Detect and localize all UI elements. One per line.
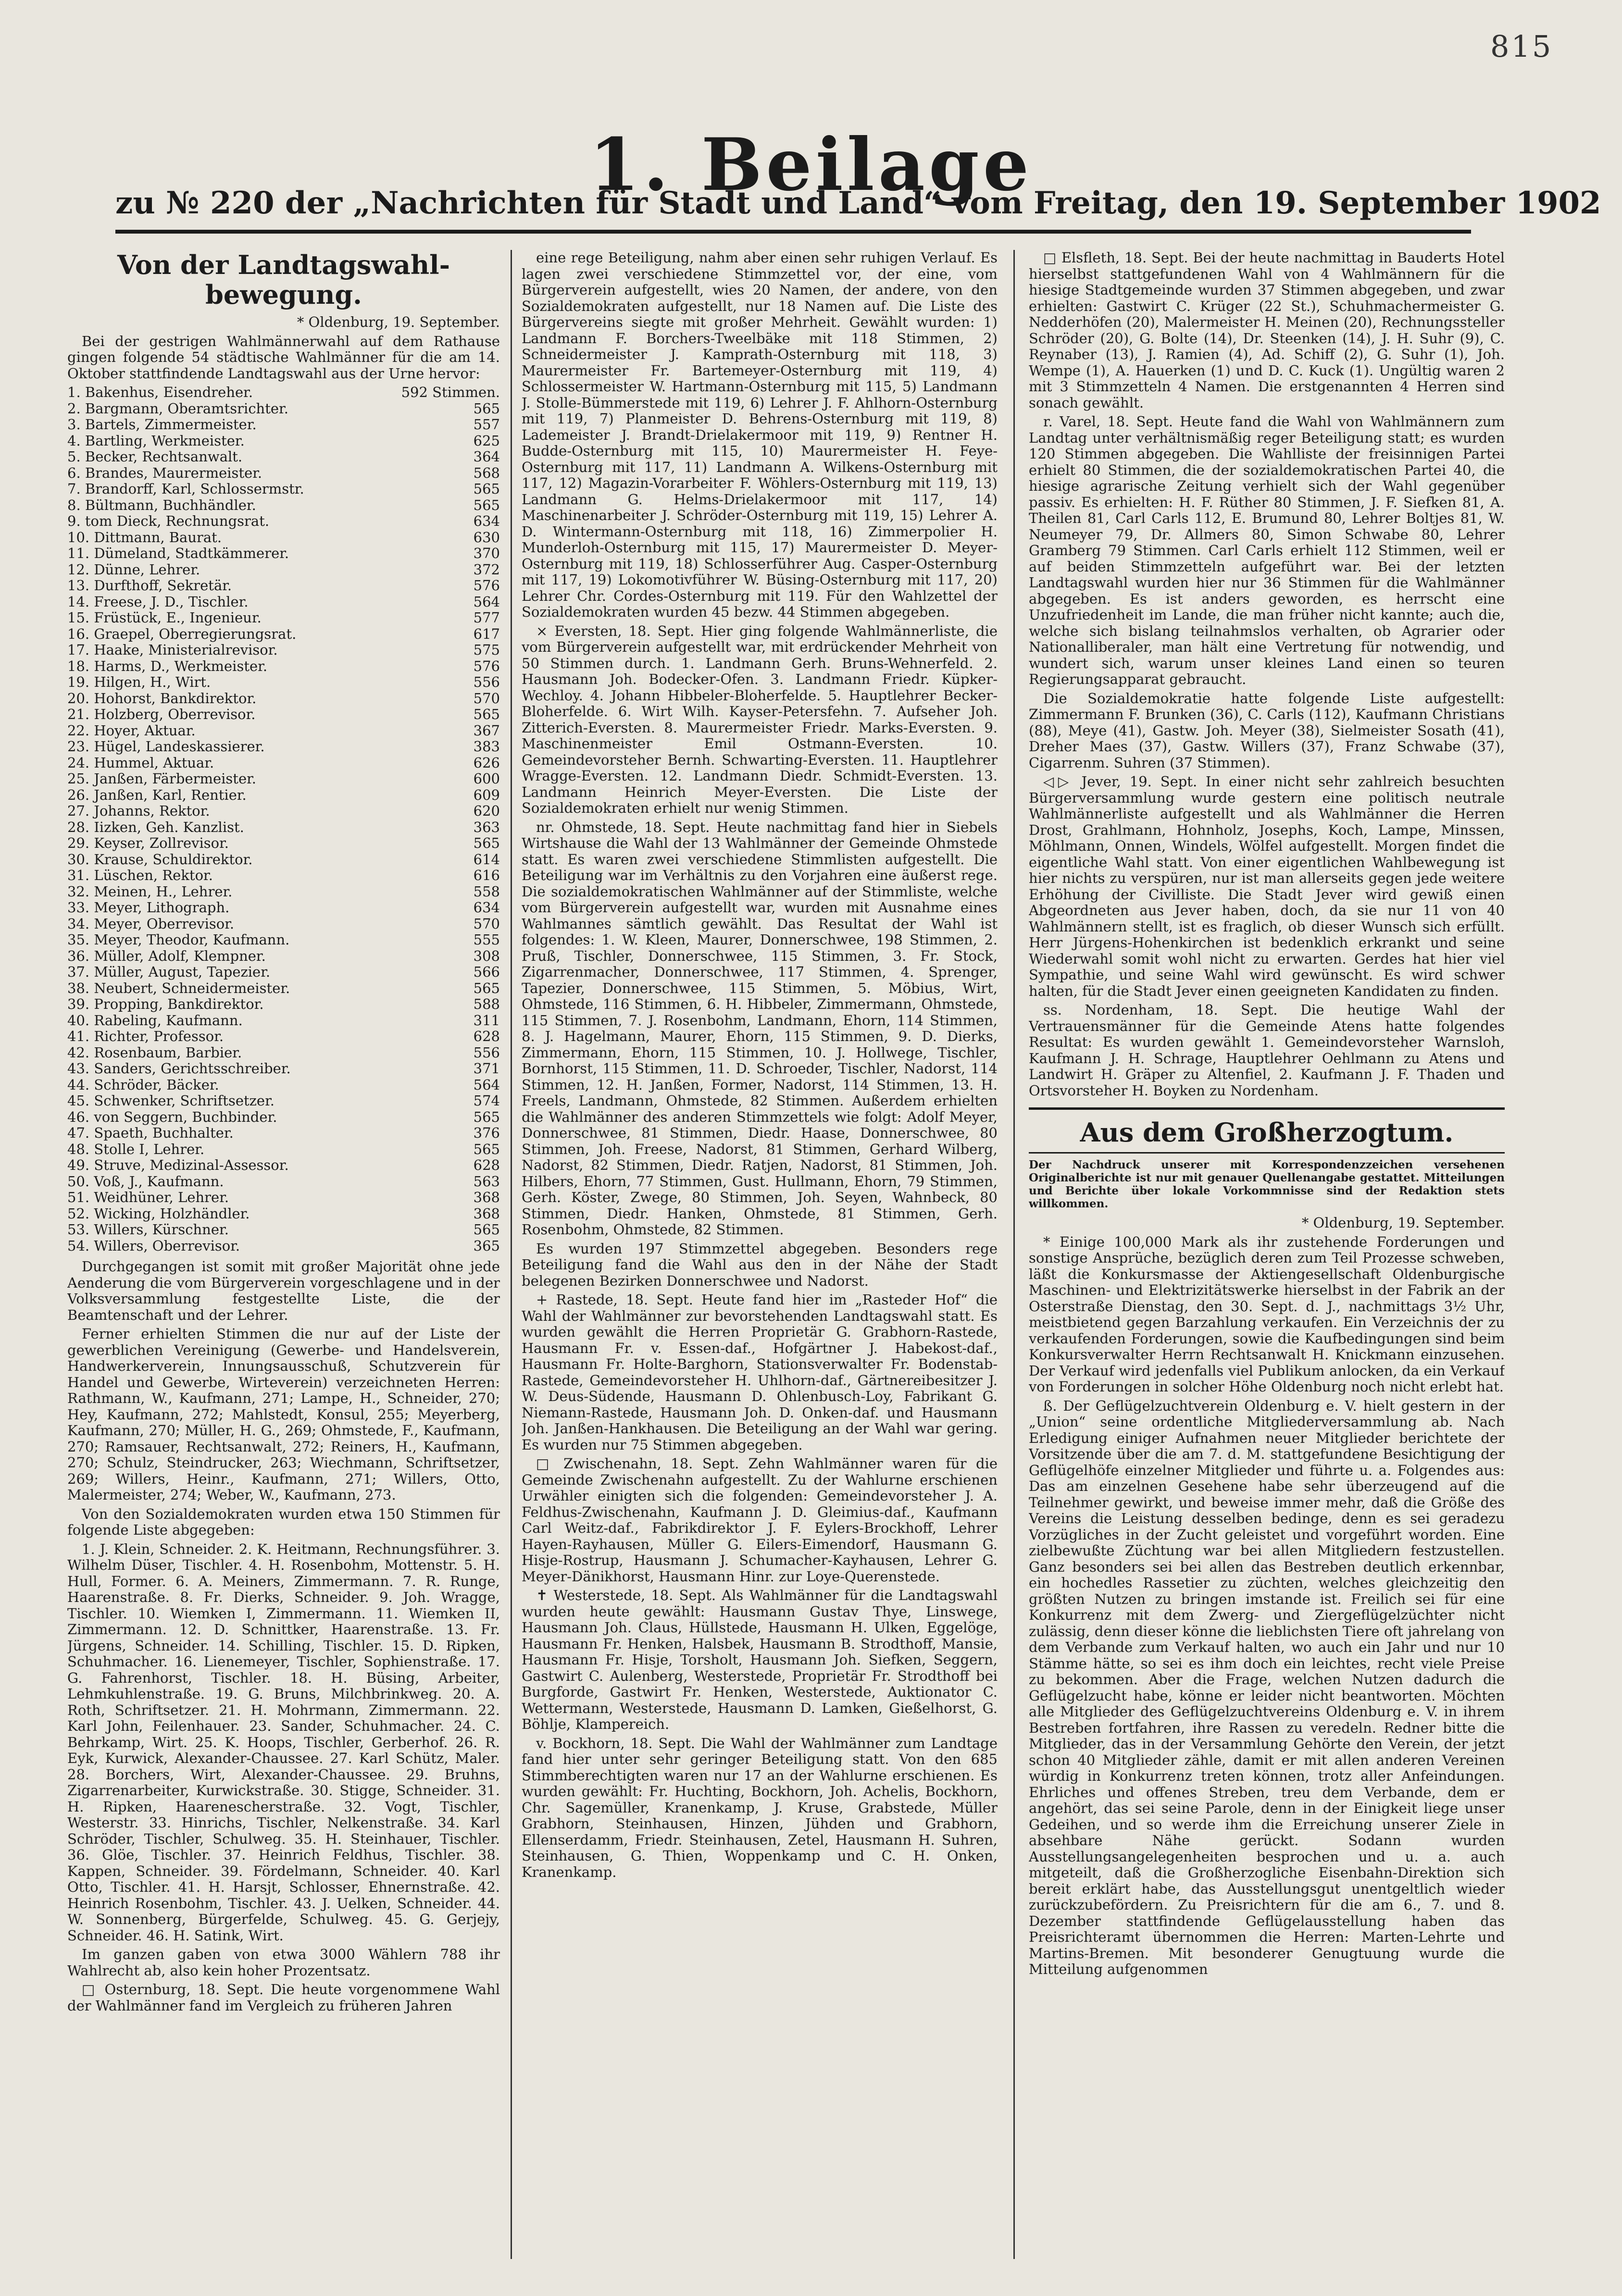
elector-row	[67, 674, 500, 691]
article-paragraph: ß. Der Geflügelzuchtverein Oldenburg e. V. hielt gestern in der „Union“ seine ordentliche Mitgliederversammlung ab. Nach Erledigung einiger Aufnahmen neuer Mitglieder berichtete der Vorsitzende über die am 7. d. M. stattgefundene Besichtigung der Geflügelhöfe einzelner Mitglieder und führte u. a. Folgendes aus: Das am einzelnen Gesehene habe sehr überzeugend auf die Teilnehmer gewirkt, und beweise immer mehr, daß die Größe des Vereins die Leistung desselben bedinge, denn es sei geradezu Vorzügliches in der Zucht geleistet und vorgeführt worden. Eine zielbewußte Züchtung war bei allen Mitgliedern festzustellen. Ganz besonders sei bei allen das Bestreben deutlich erkennbar, ein hochedles Rassetier zu züchten, welches gleichzeitig den größten Nutzen zu bringen imstande ist. Freilich sei für eine Konkurrenz mit dem Zwerg- und Ziergeflügelzüchter nicht zulässig, denn dieser könne die lieblichsten Tiere oft jahrelang von dem Verbande zum Verkauf halten, wo auch ein Jahr und nur 10 Stämme hätte, so sei es ihm doch ein leichtes, recht viele Preise zu bekommen. Aber die Frage, welchen Nutzen dadurch die Geflügelzucht habe, könne er leider nicht beantworten. Möchten alle Mitglieder des Geflügelzuchtvereins Oldenburg e. V. in ihrem Bestreben fortfahren, ihre Rassen zu veredeln. Redner bitte die Mitglieder, das in der Versammlung Gehörte den Verein, der jetzt schon 40 Mitglieder zähle, damit er mit allen anderen Vereinen würdig in Konkurrenz treten können, trotz aller Anfeindungen. Ehrliches und offenes Streben, treu dem Verbande, dem er angehört, das sei seine Parole, denn in der Einigkeit liege unser Gedeihen, und so werde ihm die Erreichung unserer Ziele in absehbare Nähe gerückt. Sodann wurden Ausstellungsangelegenheiten besprochen und u. a. auch mitgeteilt, daß die Großherzogliche Eisenbahn-Direktion sich bereit erklärt habe, das Ausstellungsgut unentgeltlich wieder zurückzubefördern. Zu Preisrichtern für die am 6., 7. und 8. Dezember stattfindende Geflügelausstellung haben das Preisrichteramt übernommen die Herren: Marten-Lehrte und Martins-Bremen. Mit besonderer Genugtuung wurde die Mitteilung aufgenommen	[1029, 1397, 1505, 1977]
elector-votes: 565	[473, 1221, 500, 1238]
elector-name: 17. Haake, Ministerialrevisor.	[67, 642, 278, 658]
elector-row	[67, 948, 500, 965]
article-paragraph: ◁▷ Jever, 19. Sept. In einer nicht sehr zahlreich besuchten Bürgerversammlung wurde gestern eine politisch neutrale Wahlmännerliste aufgestellt und als Wahlmänner die Herren Drost, Grahlmann, Hohnholz, Josephs, Koch, Lampe, Minssen, Möhlmann, Onnen, Windels, Wölfel aufgestellt. Morgen findet die eigentliche Wahl statt. Von einer eigentlichen Wahlbewegung ist hier nichts zu verspüren, nur ist man allerseits gegen jede weitere Erhöhung der Civilliste. Die Stadt Jever wird gewiß einen Abgeordneten aus Jever haben, doch, da sie nur 11 von 40 Wahlmännern stellt, ist es fraglich, ob dieser Wunsch sich erfüllt. Herr Jürgens-Hohenkirchen ist bedenklich erkrankt und seine Wiederwahl somit wohl nicht zu erwarten. Gerdes hat hier viel Sympathie, und seine Wahl wird gewünscht. Es wird schwer halten, für die Stadt Jever einen geeigneten Kandidaten zu finden.	[1029, 773, 1505, 999]
elector-votes: 565	[473, 481, 500, 497]
elector-name: 25. Janßen, Färbermeister.	[67, 771, 257, 787]
elector-votes: 565	[473, 980, 500, 996]
elector-votes: 564	[473, 1076, 500, 1093]
elector-name: 29. Keyser, Zollrevisor.	[67, 835, 229, 851]
elector-name: 15. Früstück, E., Ingenieur.	[67, 610, 262, 626]
elector-name: 22. Hoyer, Aktuar.	[67, 722, 196, 739]
elector-name: 4. Bartling, Werkmeister.	[67, 433, 245, 449]
elector-row	[67, 739, 500, 755]
elector-votes: 308	[473, 947, 500, 964]
elector-row	[67, 465, 500, 482]
elector-name: 21. Holzberg, Oberrevisor.	[67, 707, 256, 722]
elector-row	[67, 771, 500, 787]
section-heading-grossherzogtum: Aus dem Großherzogtum.	[1029, 1107, 1505, 1154]
column-1	[67, 250, 500, 2259]
elector-row	[67, 385, 500, 401]
column-divider	[1013, 250, 1015, 2259]
elector-name: 31. Lüschen, Rektor.	[67, 868, 213, 883]
elector-votes: 628	[473, 1028, 500, 1044]
elector-name: 16. Graepel, Oberregierungsrat.	[67, 626, 297, 642]
article-paragraph: Im ganzen gaben von etwa 3000 Wählern 788 ihr Wahlrecht ab, also kein hoher Prozentsatz.	[67, 1946, 500, 1979]
elector-votes: 370	[473, 545, 500, 561]
article-paragraph: □ Elsfleth, 18. Sept. Bei der heute nachmittag in Bauderts Hotel hierselbst stattgefundenen Wahl von 4 Wahlmännern für die hiesige Stadtgemeinde wurden 37 Stimmen abgegeben, und zwar erhielten: Gastwirt C. Krüger (22 St.), Schuhmachermeister G. Nedderhöfen (20), Malermeister H. Meinen (20), Rechnungssteller Schröder (20), G. Bolte (14), Dr. Steenken (14), J. H. Suhr (9), C. Reynaber (13), J. Ramien (4), Ad. Schiff (2), G. Suhr (1), Joh. Wempe (1), A. Hauerken (1) und D. C. Kuck (1). Ungültig waren 2 mit 3 Stimmzetteln 4 Namen. Die erstgenannten 4 Herren sind sonach gewählt.	[1029, 250, 1505, 411]
elector-votes: 563	[473, 1173, 500, 1190]
elector-row	[67, 433, 500, 449]
article-paragraph: + Rastede, 18. Sept. Heute fand hier im „Rasteder Hof“ die Wahl der Wahlmänner zur bevorstehenden Landtagswahl statt. Es wurden gewählt die Herren Proprietär G. Grabhorn-Rastede, Hausmann Fr. v. Essen-daf., Hofgärtner J. Habekost-daf., Hausmann Fr. Holte-Barghorn, Stationsverwalter Fr. Bodenstab-Rastede, Gemeindevorsteher H. Uhlhorn-daf., Gärtnereibesitzer J. W. Deus-Südende, Hausmann D. Ohlenbusch-Loy, Fabrikant G. Niemann-Rastede, Hausmann Joh. D. Onken-daf. und Hausmann Joh. Janßen-Hankhausen. Die Beteiligung an der Wahl war gering. Es wurden nur 75 Stimmen abgegeben.	[522, 1291, 998, 1453]
elector-row	[67, 658, 500, 675]
elector-votes: 620	[473, 803, 500, 819]
article-paragraph: Von den Sozialdemokraten wurden etwa 150 Stimmen für folgende Liste abgegeben:	[67, 1505, 500, 1538]
elector-row	[67, 642, 500, 658]
article-paragraph: Es wurden 197 Stimmzettel abgegeben. Besonders rege Beteiligung fand die Wahl aus den in der Nähe der Stadt belegenen Bezirken Donnerschwee und Nadorst.	[522, 1240, 998, 1289]
elector-name: 45. Schwenker, Schriftsetzer.	[67, 1093, 274, 1109]
elector-votes: 372	[473, 561, 500, 578]
elector-name: 37. Müller, August, Tapezier.	[67, 964, 271, 980]
article-paragraph: Ferner erhielten Stimmen die nur auf der Liste der gewerblichen Vereinigung (Gewerbe- und Handelsverein, Handwerkerverein, Innungsausschuß, Schutzverein für Handel und Gewerbe, Wirteverein) verzeichneten Herren: Rathmann, W., Kaufmann, 271; Lampe, H., Schneider, 270; Hey, Kaufmann, 272; Mahlstedt, Konsul, 255; Meyerberg, Kaufmann, 270; Müller, H. G., 269; Ohmstede, F., Kaufmann, 270; Ramsauer, Rechtsanwalt, 272; Reiners, H., Kaufmann, 270; Schulz, Steindrucker, 263; Wiechmann, Schriftsetzer, 269; Willers, Heinr., Kaufmann, 271; Willers, Otto, Malermeister, 274; Weber, W., Kaufmann, 273.	[67, 1326, 500, 1503]
article-paragraph: v. Bockhorn, 18. Sept. Die Wahl der Wahlmänner zum Landtage fand hier unter sehr geringer Beteiligung statt. Von den 685 Stimmberechtigten waren nur 17 an der Wahlurne erschienen. Es wurden gewählt: Fr. Huchting, Bockhorn, Joh. Achelis, Bockhorn, Chr. Sagemüller, Kranenkamp, J. Kruse, Grabstede, Müller Grabhorn, Steinhausen, Hinzen, Jühden und Grabhorn, Ellenserdamm, Friedr. Steinhausen, Zetel, Hausmann H. Suhren, Steinhausen, G. Thien, Woppenkamp und C. H. Onken, Kranenkamp.	[522, 1735, 998, 1880]
elector-votes: 588	[473, 996, 500, 1012]
elector-row	[67, 868, 500, 884]
elector-votes: 558	[473, 883, 500, 900]
elector-name: 2. Bargmann, Oberamtsrichter.	[67, 400, 288, 417]
elector-votes: 577	[473, 609, 500, 626]
elector-votes: 565	[473, 1141, 500, 1157]
article-heading-landtagswahl: Von der Landtagswahl-bewegung.	[117, 250, 450, 310]
elector-votes: 368	[473, 1205, 500, 1222]
elector-name: 49. Struve, Medizinal-Assessor.	[67, 1157, 289, 1173]
article-paragraph: ss. Nordenham, 18. Sept. Die heutige Wahl der Vertrauensmänner für die Gemeinde Atens hatte folgendes Resultat: Es wurden gewählt 1. Gemeindevorsteher Warnsloh, Kaufmann J. H. Schrage, Hauptlehrer Oehlmann zu Atens und Landwirt H. Gräper zu Altenfiel, 2. Kaufmann J. F. Thaden und Ortsvorsteher H. Boyken zu Nordenham.	[1029, 1002, 1505, 1099]
elector-row	[67, 1190, 500, 1206]
elector-name: 35. Meyer, Theodor, Kaufmann.	[67, 932, 290, 948]
supplement-subtitle: zu № 220 der „Nachrichten für Stadt und Land“ vom Freitag, den 19. September 1902	[115, 185, 1601, 221]
reprint-notice: Der Nachdruck unserer mit Korrespondenzzeichen versehenen Originalberichte ist nur mit genauer Quellenangabe gestattet. Mitteilungen und Berichte über lokale Vorkommnisse sind der Redaktion stets willkommen.	[1029, 1158, 1505, 1210]
elector-row	[67, 594, 500, 610]
elector-votes: 575	[473, 642, 500, 658]
elector-name: 41. Richter, Professor.	[67, 1029, 224, 1044]
elector-name: 54. Willers, Oberrevisor.	[67, 1238, 240, 1254]
elector-row	[67, 964, 500, 980]
elector-row	[67, 835, 500, 852]
elector-votes: 364	[473, 448, 500, 465]
elector-votes: 570	[473, 915, 500, 932]
elector-name: 47. Spaeth, Buchhalter.	[67, 1125, 234, 1141]
elector-name: 27. Johanns, Rektor.	[67, 803, 210, 819]
elector-row	[67, 417, 500, 433]
elector-votes: 630	[473, 529, 500, 546]
elector-votes: 383	[473, 738, 500, 755]
elector-row	[67, 996, 500, 1013]
elector-name: 42. Rosenbaum, Barbier.	[67, 1044, 242, 1061]
elector-row	[67, 1029, 500, 1045]
elector-votes: 568	[473, 464, 500, 481]
elector-votes: 625	[473, 432, 500, 449]
elector-votes: 566	[473, 964, 500, 980]
elector-name: 52. Wicking, Holzhändler.	[67, 1205, 250, 1222]
elector-name: 1. Bakenhus, Eisendreher.	[67, 385, 253, 400]
article-paragraph: eine rege Beteiligung, nahm aber einen sehr ruhigen Verlauf. Es lagen zwei verschiedene Stimmzettel vor, der eine, vom Bürgerverein aufgestellt, wies 20 Namen, der andere, von den Sozialdemokraten aufgestellt, nur 18 Namen auf. Die Liste des Bürgervereins siegte mit großer Mehrheit. Gewählt wurden: 1) Landmann F. Borchers-Tweelbäke mit 118 Stimmen, 2) Schneidermeister J. Kamprath-Osternburg mit 118, 3) Maurermeister Fr. Bartemeyer-Osternburg mit 119, 4) Schlossermeister W. Hartmann-Osternburg mit 115, 5) Landmann J. Stolle-Bümmerstede mit 119, 6) Lehrer J. F. Ahlhorn-Osternburg mit 119, 7) Planmeister D. Behrens-Osternburg mit 119, 8) Lademeister J. Brandt-Drielakermoor mit 119, 9) Rentner H. Budde-Osternburg mit 115, 10) Maurermeister H. Feye-Osternburg mit 117, 11) Landmann A. Wilkens-Osternburg mit 117, 12) Magazin-Vorarbeiter F. Wöhlers-Osternburg mit 119, 13) Landmann G. Helms-Drielakermoor mit 117, 14) Maschinenarbeiter J. Schröder-Osternburg mit 119, 15) Lehrer A. D. Wintermann-Osternburg mit 118, 16) Zimmerpolier H. Munderloh-Osternburg mit 115, 17) Maurermeister D. Meyer-Osternburg mit 119, 18) Schlosserführer Aug. Casper-Osternburg mit 117, 19) Lokomotivführer W. Büsing-Osternburg mit 117, 20) Lehrer Chr. Cordes-Osternburg mit 119. Für den Wahlzettel der Sozialdemokraten wurden 45 bezw. 44 Stimmen abgegeben.	[522, 250, 998, 620]
elector-votes: 600	[473, 770, 500, 787]
elector-votes: 564	[473, 593, 500, 610]
elector-name: 11. Dümeland, Stadtkämmerer.	[67, 546, 289, 561]
elector-row	[67, 932, 500, 948]
article-paragraph: □ Osternburg, 18. Sept. Die heute vorgenommene Wahl der Wahlmänner fand im Vergleich zu früheren Jahren	[67, 1981, 500, 2014]
elector-name: 51. Weidhüner, Lehrer.	[67, 1190, 229, 1205]
elector-name: 5. Becker, Rechtsanwalt.	[67, 449, 243, 465]
elector-votes: 617	[473, 625, 500, 642]
elector-row	[67, 1142, 500, 1158]
elector-row	[67, 707, 500, 723]
elector-name: 44. Schröder, Bäcker.	[67, 1077, 219, 1093]
article-paragraph: Die Sozialdemokratie hatte folgende Liste aufgestellt: Zimmermann F. Brunken (36), C. Carls (112), Kaufmann Christians (88), Meye (41), Gastw. Joh. Meyer (38), Sielmeister Sosath (41), Dreher Maes (37), Gastw. Willers (37), Franz Schwabe (37), Cigarrenm. Suhren (37 Stimmen).	[1029, 690, 1505, 771]
elector-row	[67, 691, 500, 707]
elector-row	[67, 900, 500, 916]
elector-votes: 557	[473, 416, 500, 433]
elector-votes: 565	[473, 706, 500, 722]
elector-row	[67, 755, 500, 771]
elector-name: 28. Iizken, Geh. Kanzlist.	[67, 819, 244, 835]
dateline: * Oldenburg, 19. September.	[297, 314, 500, 330]
elector-row	[67, 530, 500, 546]
elector-votes: 634	[473, 513, 500, 529]
column-3	[1029, 250, 1505, 2259]
elector-row	[67, 1013, 500, 1029]
elector-name: 50. Voß, J., Kaufmann.	[67, 1173, 224, 1190]
elector-name: 3. Bartels, Zimmermeister.	[67, 417, 257, 433]
elector-votes: 376	[473, 1125, 500, 1141]
elector-row	[67, 481, 500, 497]
elector-row	[67, 1045, 500, 1061]
elector-name: 36. Müller, Adolf, Klempner.	[67, 948, 266, 964]
header-rule	[115, 230, 1471, 234]
elector-name: 32. Meinen, H., Lehrer.	[67, 883, 233, 900]
elector-votes: 614	[473, 851, 500, 868]
article-paragraph: r. Varel, 18. Sept. Heute fand die Wahl von Wahlmännern zum Landtag unter verhältnismäßig reger Beteiligung statt; es wurden 120 Stimmen abgegeben. Die Wahlliste der freisinnigen Partei erhielt 80 Stimmen, die der sozialdemokratischen Partei 40, die hiesige agrarische Zeitung verhielt sich der Wahl gegenüber passiv. Es erhielten: H. F. Rüther 80 Stimmen, J. F. Siefken 81, A. Theilen 81, Carl Carls 112, E. Brumund 80, Lehrer Boltjes 81, W. Neumeyer 79, Dr. Allmers 80, Simon Schwabe 80, Lehrer Gramberg 79 Stimmen. Carl Carls erhielt 112 Stimmen, weil er auf beiden Stimmzetteln aufgeführt war. Bei der letzten Landtagswahl wurden hier nur 36 Stimmen für die Wahlmänner abgegeben. Es ist anders geworden, es herrscht eine Unzufriedenheit im Lande, die man früher nicht kannte; auch die, welche sich bislang teilnahmslos verhalten, ob Agrarier oder Nationalliberaler, man hält eine Vertretung für notwendig, und wundert sich, warum unser kleines Land einen so teuren Regierungsapparat gebraucht.	[1029, 413, 1505, 687]
elector-row	[67, 916, 500, 932]
elector-name: 18. Harms, D., Werkmeister.	[67, 658, 268, 674]
elector-name: 33. Meyer, Lithograph.	[67, 900, 230, 916]
elector-name: 53. Willers, Kürschner.	[67, 1222, 229, 1238]
elector-name: 26. Janßen, Karl, Rentier.	[67, 787, 247, 803]
column-2	[522, 250, 998, 2259]
elector-name: 20. Hohorst, Bankdirektor.	[67, 690, 257, 707]
elector-votes: 367	[473, 722, 500, 739]
elector-row	[67, 1093, 500, 1109]
elector-row	[67, 610, 500, 626]
elector-name: 12. Dünne, Lehrer.	[67, 561, 200, 578]
elector-votes: 556	[473, 674, 500, 690]
elector-name: 24. Hummel, Aktuar.	[67, 755, 214, 771]
elector-votes: 565	[473, 1108, 500, 1125]
elector-votes: 634	[473, 899, 500, 916]
elector-row	[67, 1061, 500, 1077]
elector-row	[67, 980, 500, 997]
elector-votes: 565	[473, 835, 500, 851]
elector-name: 7. Brandorff, Karl, Schlossermstr.	[67, 481, 304, 497]
elector-name: 9. tom Dieck, Rechnungsrat.	[67, 513, 270, 529]
elector-votes: 628	[473, 1157, 500, 1173]
elector-row	[67, 562, 500, 578]
elector-votes: 592 Stimmen.	[401, 384, 500, 400]
elector-votes: 565	[473, 400, 500, 417]
elector-row	[67, 723, 500, 739]
elector-name: 48. Stolle I, Lehrer.	[67, 1141, 205, 1157]
elector-row	[67, 1174, 500, 1190]
elector-votes: 576	[473, 658, 500, 674]
elector-name: 34. Meyer, Oberrevisor.	[67, 916, 235, 932]
article-paragraph: ✝ Westerstede, 18. Sept. Als Wahlmänner für die Landtagswahl wurden heute gewählt: Hausmann Gustav Thye, Linswege, Hausmann Joh. Claus, Hüllstede, Hausmann H. Ulken, Eggelöge, Hausmann Fr. Henken, Halsbek, Hausmann B. Strodthoff, Mansie, Hausmann Fr. Hisje, Torsholt, Hausmann Joh. Siefken, Seggern, Gastwirt C. Aulenberg, Westerstede, Proprietär Fr. Strodthoff bei Burgforde, Gastwirt Fr. Henken, Westerstede, Auktionator C. Wettermann, Westerstede, Hausmann D. Lamken, Gießelhorst, G. Böhlje, Klampereich.	[522, 1587, 998, 1732]
elector-name: 43. Sanders, Gerichtsschreiber.	[67, 1061, 291, 1077]
elector-votes: 311	[473, 1012, 500, 1029]
elector-name: 13. Durfthoff, Sekretär.	[67, 578, 232, 594]
elector-votes: 576	[473, 577, 500, 594]
elector-name: 19. Hilgen, H., Wirt.	[67, 674, 211, 690]
elector-votes: 365	[473, 1237, 500, 1254]
column-divider	[511, 250, 512, 2259]
elector-votes: 363	[473, 819, 500, 835]
elector-name: 8. Bültmann, Buchhändler.	[67, 497, 256, 513]
elector-row	[67, 819, 500, 836]
elector-row	[67, 497, 500, 514]
elector-name: 6. Brandes, Maurermeister.	[67, 465, 262, 481]
elector-name: 38. Neubert, Schneidermeister.	[67, 980, 290, 996]
elector-row	[67, 1206, 500, 1222]
elector-row	[67, 884, 500, 900]
elector-row	[67, 852, 500, 868]
elector-row	[67, 401, 500, 417]
article-paragraph: □ Zwischenahn, 18. Sept. Zehn Wahlmänner waren für die Gemeinde Zwischenahn aufgestellt. Zu der Wahlurne erschienen Urwähler einigten sich die folgenden: Gemeindevorsteher J. A. Feldhus-Zwischenahn, Kaufmann J. D. Gleimius-daf., Kaufmann Carl Weitz-daf., Fabrikdirektor J. F. Eylers-Brockhoff, Lehrer Hayen-Rayhausen, Müller G. Eilers-Eimendorf, Hausmann G. Hisje-Rostrup, Hausmann J. Schumacher-Kayhausen, Lehrer G. Meyer-Dänikhorst, Hausmann Hinr. zur Loye-Querenstede.	[522, 1455, 998, 1585]
elector-name: 40. Rabeling, Kaufmann.	[67, 1012, 243, 1029]
elector-row	[67, 803, 500, 819]
elector-name: 14. Freese, J. D., Tischler.	[67, 594, 249, 610]
elector-name: 23. Hügel, Landeskassierer.	[67, 739, 265, 755]
elector-row	[67, 546, 500, 562]
elector-name: 10. Dittmann, Baurat.	[67, 529, 222, 546]
elector-votes: 570	[473, 690, 500, 707]
elector-votes: 565	[473, 496, 500, 513]
elector-row	[67, 1077, 500, 1093]
elector-row	[67, 787, 500, 804]
elector-votes: 574	[473, 1092, 500, 1109]
article-paragraph: Bei der gestrigen Wahlmännerwahl auf dem Rathause gingen folgende 54 städtische Wahlmänner für die am 14. Oktober stattfindende Landtagswahl aus der Urne hervor:	[67, 333, 500, 382]
elector-row	[67, 1109, 500, 1126]
elector-row	[67, 1222, 500, 1238]
elector-row	[67, 1238, 500, 1254]
article-paragraph: Durchgegangen ist somit mit großer Majorität ohne jede Aenderung die vom Bürgerverein vorgeschlagene und in der Volksversammlung festgestellte Liste, die der Beamtenschaft und der Lehrer.	[67, 1258, 500, 1323]
elector-votes: 555	[473, 931, 500, 948]
elector-votes: 371	[473, 1060, 500, 1077]
article-paragraph: 1. J. Klein, Schneider. 2. K. Heitmann, Rechnungsführer. 3. Wilhelm Düser, Tischler. 4. H. Rosenbohm, Mottenstr. 5. H. Hull, Former. 6. A. Meiners, Zimmermann. 7. R. Runge, Haarenstraße. 8. Fr. Dierks, Schneider. 9. Joh. Wragge, Tischler. 10. Wiemken I, Zimmermann. 11. Wiemken II, Zimmermann. 12. D. Schnittker, Haarenstraße. 13. Fr. Jürgens, Schneider. 14. Schilling, Tischler. 15. D. Ripken, Schuhmacher. 16. Lienemeyer, Tischler, Sophienstraße. 17. G. Fahrenhorst, Tischler. 18. H. Büsing, Arbeiter, Lehmkuhlenstraße. 19. G. Bruns, Milchbrinkweg. 20. A. Roth, Schriftsetzer. 21. H. Mohrmann, Zimmermann. 22. Karl John, Feilenhauer. 23. Sander, Schuhmacher. 24. C. Behrkamp, Wirt. 25. K. Hoops, Tischler, Gerberhof. 26. R. Eyk, Kurwick, Alexander-Chaussee. 27. Karl Schütz, Maler. 28. Borchers, Wirt, Alexander-Chaussee. 29. Bruhns, Zigarrenarbeiter, Kurwickstraße. 30. Stigge, Schneider. 31. H. Ripken, Haarenescherstraße. 32. Vogt, Tischler, Westerstr. 33. Hinrichs, Tischler, Nelkenstraße. 34. Karl Schröder, Tischler, Schulweg. 35. H. Steinhauer, Tischler. 36. Glöe, Tischler. 37. Heinrich Feldhus, Tischler. 38. Kappen, Schneider. 39. Fördelmann, Schneider. 40. Karl Otto, Tischler. 41. H. Harsjt, Schlosser, Ehnernstraße. 42. Heinrich Rosenbohm, Tischler. 43. J. Uelken, Schneider. 44. W. Sonnenberg, Bürgerfelde, Schulweg. 45. G. Gerjejy, Schneider. 46. H. Satink, Wirt.	[67, 1540, 500, 1944]
supplement-title: 1. Beilage	[589, 123, 1033, 207]
elector-row	[67, 578, 500, 594]
article-paragraph: * Einige 100,000 Mark als ihr zustehende Forderungen und sonstige Ansprüche, bezüglich deren zum Teil Prozesse schweben, läßt die Konkursmasse der Aktiengesellschaft Oldenburgische Maschinen- und Elektrizitätswerke hierselbst in der Fabrik an der Osterstraße Dienstag, den 30. Sept. d. J., nachmittags 3½ Uhr, meistbietend gegen Barzahlung verkaufen. Ein Verzeichnis der zu verkaufenden Forderungen, sowie die Kaufbedingungen sind beim Konkursverwalter Herrn Rechtsanwalt H. Knickmann einzusehen. Der Verkauf wird jedenfalls viel Publikum anlocken, da ein Verkauf von Forderungen in solcher Höhe Oldenburg noch nicht erlebt hat.	[1029, 1233, 1505, 1395]
elector-name: 46. von Seggern, Buchbinder.	[67, 1109, 277, 1125]
page-number: 815	[1490, 29, 1553, 64]
elector-list	[67, 385, 500, 1254]
elector-votes: 368	[473, 1189, 500, 1205]
elector-row	[67, 1157, 500, 1174]
elector-row	[67, 513, 500, 530]
dateline: * Oldenburg, 19. September.	[1301, 1215, 1505, 1231]
article-paragraph: × Eversten, 18. Sept. Hier ging folgende Wahlmännerliste, die vom Bürgerverein aufgestellt war, mit erdrückender Mehrheit von 50 Stimmen durch. 1. Landmann Gerh. Bruns-Wehnerfeld. 2. Hausmann Joh. Bodecker-Ofen. 3. Landmann Friedr. Küpker-Wechloy. 4. Johann Hibbeler-Bloherfelde. 5. Hauptlehrer Becker-Bloherfelde. 6. Wirt Wilh. Kayser-Petersfehn. 7. Aufseher Joh. Zitterich-Eversten. 8. Maurermeister Friedr. Marks-Eversten. 9. Maschinenmeister Emil Ostmann-Eversten. 10. Gemeindevorsteher Bernh. Schwarting-Eversten. 11. Hauptlehrer Wragge-Eversten. 12. Landmann Diedr. Schmidt-Eversten. 13. Landmann Heinrich Meyer-Eversten. Die Liste der Sozialdemokraten erhielt nur wenig Stimmen.	[522, 622, 998, 816]
elector-votes: 616	[473, 867, 500, 883]
elector-row	[67, 449, 500, 465]
elector-row	[67, 626, 500, 643]
elector-votes: 609	[473, 786, 500, 803]
article-paragraph: nr. Ohmstede, 18. Sept. Heute nachmittag fand hier in Siebels Wirtshause die Wahl der 13 Wahlmänner der Gemeinde Ohmstede statt. Es waren zwei verschiedene Stimmlisten aufgestellt. Die Beteiligung war im Verhältnis zu den Vorjahren eine äußerst rege. Die sozialdemokratischen Wahlmänner auf der Stimmliste, welche vom Bürgerverein aufgestellt war, wurden mit Ausnahme eines Wahlmannes sämtlich gewählt. Das Resultat der Wahl ist folgendes: 1. W. Kleen, Maurer, Donnerschwee, 198 Stimmen, 2. Pruß, Tischler, Donnerschwee, 115 Stimmen, 3. Fr. Stock, Zigarrenmacher, Donnerschwee, 117 Stimmen, 4. Sprenger, Tapezier, Donnerschwee, 115 Stimmen, 5. Möbius, Wirt, Ohmstede, 116 Stimmen, 6. H. Hibbeler, Zimmermann, Ohmstede, 115 Stimmen, 7. J. Rosenbohm, Landmann, Ehorn, 114 Stimmen, 8. J. Hagelmann, Maurer, Ehorn, 115 Stimmen, 9. D. Dierks, Zimmermann, Ehorn, 115 Stimmen, 10. J. Hollwege, Tischler, Bornhorst, 115 Stimmen, 11. D. Schroeder, Tischler, Nadorst, 114 Stimmen, 12. H. Janßen, Former, Nadorst, 114 Stimmen, 13. H. Freels, Landmann, Ohmstede, 82 Stimmen. Außerdem erhielten die Wahlmänner des anderen Stimmzettels wie folgt: Adolf Meyer, Donnerschwee, 81 Stimmen, Diedr. Haase, Donnerschwee, 80 Stimmen, Joh. Freese, Nadorst, 81 Stimmen, Gerhard Wilberg, Nadorst, 82 Stimmen, Diedr. Ratjen, Nadorst, 81 Stimmen, Joh. Hilbers, Ehorn, 77 Stimmen, Gust. Hullmann, Ehorn, 79 Stimmen, Gerh. Köster, Zwege, 80 Stimmen, Joh. Seyen, Wahnbeck, 80 Stimmen, Diedr. Hanken, Ohmstede, 81 Stimmen, Gerh. Rosenbohm, Ohmstede, 82 Stimmen.	[522, 819, 998, 1238]
elector-votes: 626	[473, 754, 500, 771]
elector-votes: 556	[473, 1044, 500, 1061]
elector-row	[67, 1125, 500, 1142]
elector-name: 30. Krause, Schuldirektor.	[67, 851, 253, 868]
elector-name: 39. Propping, Bankdirektor.	[67, 996, 264, 1012]
